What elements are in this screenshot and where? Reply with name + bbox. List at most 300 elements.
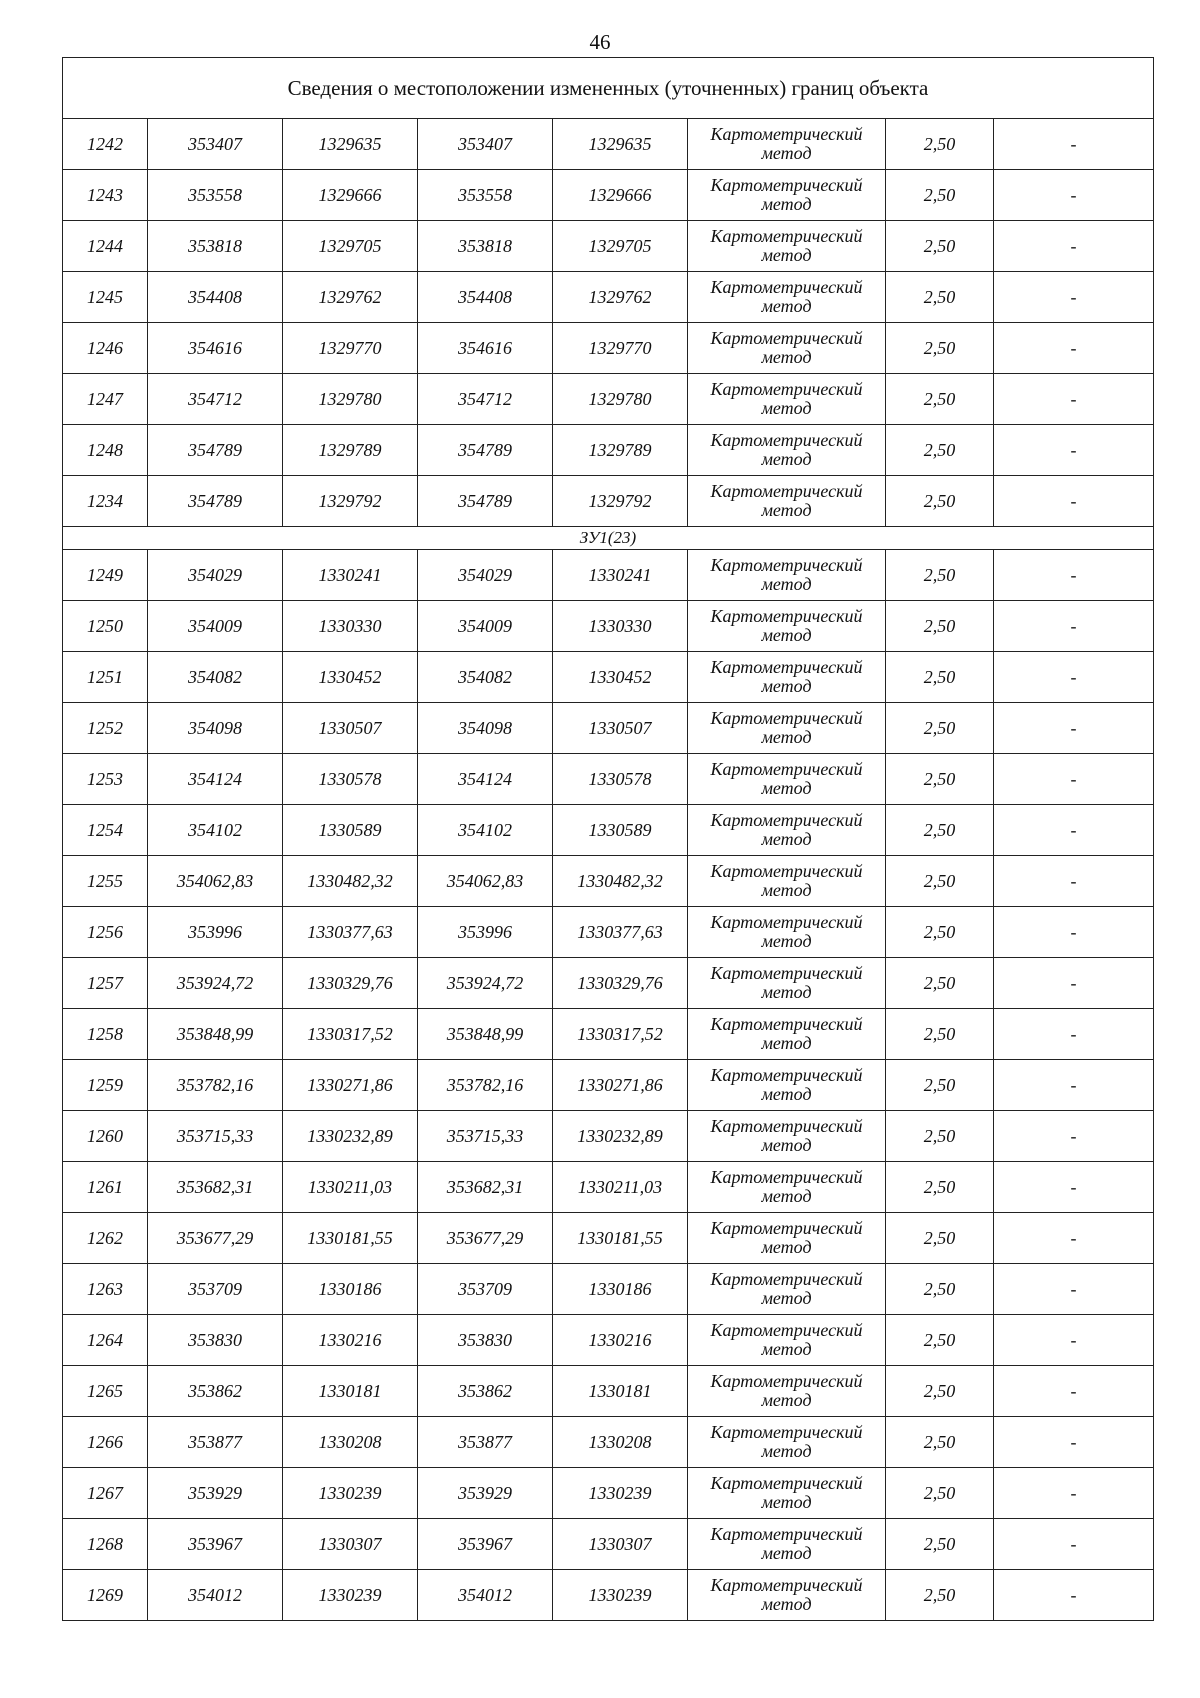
x-new-cell: 353677,29 bbox=[418, 1213, 553, 1264]
x-new-cell: 354616 bbox=[418, 323, 553, 374]
x-new-cell: 353924,72 bbox=[418, 958, 553, 1009]
accuracy-cell: 2,50 bbox=[886, 652, 994, 703]
method-line-2: метод bbox=[761, 829, 812, 849]
table-title-row bbox=[63, 58, 1154, 119]
description-cell: - bbox=[994, 323, 1154, 374]
point-number-cell: 1234 bbox=[63, 476, 148, 527]
x-existing-cell: 354616 bbox=[148, 323, 283, 374]
y-new-cell: 1330589 bbox=[553, 805, 688, 856]
method-line-2: метод bbox=[761, 500, 812, 520]
method-cell bbox=[688, 1111, 886, 1162]
point-number-cell: 1262 bbox=[63, 1213, 148, 1264]
y-new-cell: 1329770 bbox=[553, 323, 688, 374]
method-line-2: метод bbox=[761, 1288, 812, 1308]
x-existing-cell: 353818 bbox=[148, 221, 283, 272]
method-line-2: метод bbox=[761, 727, 812, 747]
method-line-1: Картометрический bbox=[710, 555, 863, 575]
method-line-1: Картометрический bbox=[710, 1167, 863, 1187]
accuracy-cell: 2,50 bbox=[886, 958, 994, 1009]
table-row bbox=[63, 1315, 1154, 1366]
y-new-cell: 1330239 bbox=[553, 1468, 688, 1519]
x-new-cell: 353929 bbox=[418, 1468, 553, 1519]
accuracy-cell: 2,50 bbox=[886, 272, 994, 323]
method-line-2: метод bbox=[761, 398, 812, 418]
point-number-cell: 1248 bbox=[63, 425, 148, 476]
x-new-cell: 353558 bbox=[418, 170, 553, 221]
x-new-cell: 354062,83 bbox=[418, 856, 553, 907]
x-new-cell: 354789 bbox=[418, 425, 553, 476]
y-new-cell: 1330507 bbox=[553, 703, 688, 754]
method-cell bbox=[688, 1060, 886, 1111]
y-new-cell: 1330307 bbox=[553, 1519, 688, 1570]
point-number-cell: 1260 bbox=[63, 1111, 148, 1162]
page-number: 46 bbox=[589, 30, 611, 54]
y-existing-cell: 1329789 bbox=[283, 425, 418, 476]
y-existing-cell: 1330216 bbox=[283, 1315, 418, 1366]
x-new-cell: 354408 bbox=[418, 272, 553, 323]
method-line-2: метод bbox=[761, 296, 812, 316]
point-number-cell: 1265 bbox=[63, 1366, 148, 1417]
x-existing-cell: 353877 bbox=[148, 1417, 283, 1468]
accuracy-cell: 2,50 bbox=[886, 119, 994, 170]
table-row bbox=[63, 119, 1154, 170]
x-existing-cell: 353848,99 bbox=[148, 1009, 283, 1060]
y-new-cell: 1329780 bbox=[553, 374, 688, 425]
x-new-cell: 354102 bbox=[418, 805, 553, 856]
description-cell: - bbox=[994, 1468, 1154, 1519]
method-line-2: метод bbox=[761, 245, 812, 265]
method-cell bbox=[688, 1213, 886, 1264]
x-new-cell: 353862 bbox=[418, 1366, 553, 1417]
y-existing-cell: 1330329,76 bbox=[283, 958, 418, 1009]
method-cell bbox=[688, 1366, 886, 1417]
point-number-cell: 1269 bbox=[63, 1570, 148, 1621]
x-new-cell: 353407 bbox=[418, 119, 553, 170]
x-new-cell: 353782,16 bbox=[418, 1060, 553, 1111]
method-line-1: Картометрический bbox=[710, 1422, 863, 1442]
y-new-cell: 1329762 bbox=[553, 272, 688, 323]
method-line-2: метод bbox=[761, 1135, 812, 1155]
table-row bbox=[63, 1009, 1154, 1060]
point-number-cell: 1244 bbox=[63, 221, 148, 272]
y-existing-cell: 1330271,86 bbox=[283, 1060, 418, 1111]
table-title: Сведения о местоположении измененных (уточненных) границ объекта bbox=[63, 58, 1154, 119]
method-line-1: Картометрический bbox=[710, 1218, 863, 1238]
method-cell bbox=[688, 1570, 886, 1621]
table-row bbox=[63, 1162, 1154, 1213]
method-cell bbox=[688, 119, 886, 170]
x-existing-cell: 353967 bbox=[148, 1519, 283, 1570]
y-existing-cell: 1330578 bbox=[283, 754, 418, 805]
y-new-cell: 1330482,32 bbox=[553, 856, 688, 907]
y-new-cell: 1329705 bbox=[553, 221, 688, 272]
method-line-1: Картометрический bbox=[710, 379, 863, 399]
description-cell: - bbox=[994, 119, 1154, 170]
table-row bbox=[63, 601, 1154, 652]
x-existing-cell: 354029 bbox=[148, 550, 283, 601]
x-existing-cell: 353830 bbox=[148, 1315, 283, 1366]
x-existing-cell: 354012 bbox=[148, 1570, 283, 1621]
y-existing-cell: 1330186 bbox=[283, 1264, 418, 1315]
method-line-2: метод bbox=[761, 1594, 812, 1614]
method-line-2: метод bbox=[761, 1033, 812, 1053]
y-existing-cell: 1329705 bbox=[283, 221, 418, 272]
method-line-1: Картометрический bbox=[710, 328, 863, 348]
y-new-cell: 1330452 bbox=[553, 652, 688, 703]
point-number-cell: 1243 bbox=[63, 170, 148, 221]
point-number-cell: 1252 bbox=[63, 703, 148, 754]
x-existing-cell: 354789 bbox=[148, 476, 283, 527]
description-cell: - bbox=[994, 1162, 1154, 1213]
y-new-cell: 1330216 bbox=[553, 1315, 688, 1366]
method-line-2: метод bbox=[761, 676, 812, 696]
method-line-1: Картометрический bbox=[710, 657, 863, 677]
method-line-2: метод bbox=[761, 931, 812, 951]
x-existing-cell: 353929 bbox=[148, 1468, 283, 1519]
point-number-cell: 1258 bbox=[63, 1009, 148, 1060]
accuracy-cell: 2,50 bbox=[886, 221, 994, 272]
method-line-2: метод bbox=[761, 880, 812, 900]
method-cell bbox=[688, 907, 886, 958]
point-number-cell: 1261 bbox=[63, 1162, 148, 1213]
x-existing-cell: 353709 bbox=[148, 1264, 283, 1315]
description-cell: - bbox=[994, 907, 1154, 958]
x-new-cell: 354789 bbox=[418, 476, 553, 527]
accuracy-cell: 2,50 bbox=[886, 1162, 994, 1213]
y-new-cell: 1330241 bbox=[553, 550, 688, 601]
x-new-cell: 354124 bbox=[418, 754, 553, 805]
point-number-cell: 1254 bbox=[63, 805, 148, 856]
point-number-cell: 1268 bbox=[63, 1519, 148, 1570]
table-row bbox=[63, 1366, 1154, 1417]
description-cell: - bbox=[994, 856, 1154, 907]
accuracy-cell: 2,50 bbox=[886, 425, 994, 476]
y-existing-cell: 1330452 bbox=[283, 652, 418, 703]
table-row bbox=[63, 221, 1154, 272]
method-line-1: Картометрический bbox=[710, 1269, 863, 1289]
accuracy-cell: 2,50 bbox=[886, 476, 994, 527]
method-cell bbox=[688, 374, 886, 425]
table-row bbox=[63, 425, 1154, 476]
description-cell: - bbox=[994, 476, 1154, 527]
x-existing-cell: 353682,31 bbox=[148, 1162, 283, 1213]
x-new-cell: 354082 bbox=[418, 652, 553, 703]
boundary-coordinates-table bbox=[62, 57, 1154, 1621]
y-new-cell: 1330329,76 bbox=[553, 958, 688, 1009]
table-row bbox=[63, 1213, 1154, 1264]
method-line-2: метод bbox=[761, 1492, 812, 1512]
point-number-cell: 1247 bbox=[63, 374, 148, 425]
table-row bbox=[63, 170, 1154, 221]
method-cell bbox=[688, 1417, 886, 1468]
y-new-cell: 1329635 bbox=[553, 119, 688, 170]
method-line-1: Картометрический bbox=[710, 1524, 863, 1544]
description-cell: - bbox=[994, 425, 1154, 476]
y-new-cell: 1330186 bbox=[553, 1264, 688, 1315]
y-existing-cell: 1329780 bbox=[283, 374, 418, 425]
method-cell bbox=[688, 476, 886, 527]
method-line-2: метод bbox=[761, 1186, 812, 1206]
y-new-cell: 1329792 bbox=[553, 476, 688, 527]
description-cell: - bbox=[994, 1366, 1154, 1417]
description-cell: - bbox=[994, 703, 1154, 754]
method-line-1: Картометрический bbox=[710, 606, 863, 626]
x-new-cell: 353709 bbox=[418, 1264, 553, 1315]
method-line-1: Картометрический bbox=[710, 226, 863, 246]
method-line-1: Картометрический bbox=[710, 708, 863, 728]
x-existing-cell: 354082 bbox=[148, 652, 283, 703]
table-row bbox=[63, 652, 1154, 703]
y-new-cell: 1330181 bbox=[553, 1366, 688, 1417]
x-new-cell: 354009 bbox=[418, 601, 553, 652]
accuracy-cell: 2,50 bbox=[886, 703, 994, 754]
accuracy-cell: 2,50 bbox=[886, 323, 994, 374]
y-existing-cell: 1330307 bbox=[283, 1519, 418, 1570]
method-cell bbox=[688, 221, 886, 272]
description-cell: - bbox=[994, 652, 1154, 703]
method-line-2: метод bbox=[761, 982, 812, 1002]
y-existing-cell: 1329792 bbox=[283, 476, 418, 527]
accuracy-cell: 2,50 bbox=[886, 1111, 994, 1162]
method-cell bbox=[688, 323, 886, 374]
method-line-1: Картометрический bbox=[710, 1575, 863, 1595]
method-line-1: Картометрический bbox=[710, 481, 863, 501]
method-line-1: Картометрический bbox=[710, 1065, 863, 1085]
method-line-1: Картометрический bbox=[710, 124, 863, 144]
y-existing-cell: 1330317,52 bbox=[283, 1009, 418, 1060]
method-line-2: метод bbox=[761, 1441, 812, 1461]
x-existing-cell: 353924,72 bbox=[148, 958, 283, 1009]
point-number-cell: 1249 bbox=[63, 550, 148, 601]
description-cell: - bbox=[994, 805, 1154, 856]
x-existing-cell: 354712 bbox=[148, 374, 283, 425]
point-number-cell: 1259 bbox=[63, 1060, 148, 1111]
method-cell bbox=[688, 652, 886, 703]
accuracy-cell: 2,50 bbox=[886, 754, 994, 805]
table-row bbox=[63, 703, 1154, 754]
method-line-1: Картометрический bbox=[710, 1320, 863, 1340]
y-new-cell: 1330578 bbox=[553, 754, 688, 805]
y-existing-cell: 1330239 bbox=[283, 1570, 418, 1621]
method-line-1: Картометрический bbox=[710, 277, 863, 297]
point-number-cell: 1253 bbox=[63, 754, 148, 805]
table-row bbox=[63, 1417, 1154, 1468]
x-existing-cell: 354098 bbox=[148, 703, 283, 754]
x-new-cell: 353715,33 bbox=[418, 1111, 553, 1162]
method-line-1: Картометрический bbox=[710, 963, 863, 983]
y-existing-cell: 1330241 bbox=[283, 550, 418, 601]
section-header-row bbox=[63, 527, 1154, 550]
method-line-2: метод bbox=[761, 449, 812, 469]
y-existing-cell: 1330589 bbox=[283, 805, 418, 856]
method-line-2: метод bbox=[761, 347, 812, 367]
y-existing-cell: 1329666 bbox=[283, 170, 418, 221]
x-new-cell: 353848,99 bbox=[418, 1009, 553, 1060]
method-line-2: метод bbox=[761, 1237, 812, 1257]
x-new-cell: 353818 bbox=[418, 221, 553, 272]
method-cell bbox=[688, 856, 886, 907]
y-existing-cell: 1330181,55 bbox=[283, 1213, 418, 1264]
method-cell bbox=[688, 1468, 886, 1519]
table-row bbox=[63, 1264, 1154, 1315]
table-row bbox=[63, 1570, 1154, 1621]
x-new-cell: 353682,31 bbox=[418, 1162, 553, 1213]
table-row bbox=[63, 323, 1154, 374]
method-line-2: метод bbox=[761, 194, 812, 214]
description-cell: - bbox=[994, 374, 1154, 425]
point-number-cell: 1255 bbox=[63, 856, 148, 907]
method-line-2: метод bbox=[761, 1390, 812, 1410]
method-cell bbox=[688, 170, 886, 221]
x-existing-cell: 353996 bbox=[148, 907, 283, 958]
accuracy-cell: 2,50 bbox=[886, 1417, 994, 1468]
table-row bbox=[63, 958, 1154, 1009]
point-number-cell: 1251 bbox=[63, 652, 148, 703]
accuracy-cell: 2,50 bbox=[886, 1264, 994, 1315]
method-cell bbox=[688, 958, 886, 1009]
y-new-cell: 1330377,63 bbox=[553, 907, 688, 958]
x-existing-cell: 354124 bbox=[148, 754, 283, 805]
y-new-cell: 1329666 bbox=[553, 170, 688, 221]
x-new-cell: 353996 bbox=[418, 907, 553, 958]
table-row bbox=[63, 805, 1154, 856]
description-cell: - bbox=[994, 754, 1154, 805]
description-cell: - bbox=[994, 1111, 1154, 1162]
y-new-cell: 1330211,03 bbox=[553, 1162, 688, 1213]
point-number-cell: 1242 bbox=[63, 119, 148, 170]
method-cell bbox=[688, 425, 886, 476]
y-new-cell: 1329789 bbox=[553, 425, 688, 476]
description-cell: - bbox=[994, 272, 1154, 323]
x-existing-cell: 353407 bbox=[148, 119, 283, 170]
x-existing-cell: 353558 bbox=[148, 170, 283, 221]
y-existing-cell: 1330232,89 bbox=[283, 1111, 418, 1162]
x-new-cell: 353830 bbox=[418, 1315, 553, 1366]
y-existing-cell: 1329635 bbox=[283, 119, 418, 170]
method-line-2: метод bbox=[761, 778, 812, 798]
method-line-2: метод bbox=[761, 1543, 812, 1563]
point-number-cell: 1257 bbox=[63, 958, 148, 1009]
table-row bbox=[63, 476, 1154, 527]
table-row bbox=[63, 272, 1154, 323]
description-cell: - bbox=[994, 1009, 1154, 1060]
method-cell bbox=[688, 272, 886, 323]
method-cell bbox=[688, 1009, 886, 1060]
point-number-cell: 1246 bbox=[63, 323, 148, 374]
accuracy-cell: 2,50 bbox=[886, 1213, 994, 1264]
x-existing-cell: 354102 bbox=[148, 805, 283, 856]
y-existing-cell: 1330208 bbox=[283, 1417, 418, 1468]
method-cell bbox=[688, 1264, 886, 1315]
method-line-1: Картометрический bbox=[710, 1116, 863, 1136]
accuracy-cell: 2,50 bbox=[886, 1468, 994, 1519]
point-number-cell: 1266 bbox=[63, 1417, 148, 1468]
y-existing-cell: 1330330 bbox=[283, 601, 418, 652]
accuracy-cell: 2,50 bbox=[886, 374, 994, 425]
x-new-cell: 353967 bbox=[418, 1519, 553, 1570]
point-number-cell: 1264 bbox=[63, 1315, 148, 1366]
y-new-cell: 1330239 bbox=[553, 1570, 688, 1621]
x-new-cell: 353877 bbox=[418, 1417, 553, 1468]
point-number-cell: 1267 bbox=[63, 1468, 148, 1519]
method-line-2: метод bbox=[761, 1339, 812, 1359]
x-existing-cell: 354009 bbox=[148, 601, 283, 652]
y-existing-cell: 1329762 bbox=[283, 272, 418, 323]
accuracy-cell: 2,50 bbox=[886, 601, 994, 652]
method-line-1: Картометрический bbox=[710, 810, 863, 830]
method-line-1: Картометрический bbox=[710, 1473, 863, 1493]
method-cell bbox=[688, 601, 886, 652]
method-line-1: Картометрический bbox=[710, 1014, 863, 1034]
x-existing-cell: 353782,16 bbox=[148, 1060, 283, 1111]
method-cell bbox=[688, 754, 886, 805]
accuracy-cell: 2,50 bbox=[886, 1366, 994, 1417]
x-existing-cell: 353677,29 bbox=[148, 1213, 283, 1264]
table-row bbox=[63, 374, 1154, 425]
point-number-cell: 1263 bbox=[63, 1264, 148, 1315]
accuracy-cell: 2,50 bbox=[886, 856, 994, 907]
accuracy-cell: 2,50 bbox=[886, 1315, 994, 1366]
description-cell: - bbox=[994, 1519, 1154, 1570]
x-existing-cell: 354408 bbox=[148, 272, 283, 323]
method-cell bbox=[688, 1315, 886, 1366]
y-existing-cell: 1330239 bbox=[283, 1468, 418, 1519]
table-row bbox=[63, 550, 1154, 601]
x-new-cell: 354098 bbox=[418, 703, 553, 754]
description-cell: - bbox=[994, 1060, 1154, 1111]
method-cell bbox=[688, 805, 886, 856]
description-cell: - bbox=[994, 170, 1154, 221]
x-existing-cell: 354062,83 bbox=[148, 856, 283, 907]
accuracy-cell: 2,50 bbox=[886, 1009, 994, 1060]
y-new-cell: 1330232,89 bbox=[553, 1111, 688, 1162]
point-number-cell: 1256 bbox=[63, 907, 148, 958]
y-existing-cell: 1329770 bbox=[283, 323, 418, 374]
y-new-cell: 1330271,86 bbox=[553, 1060, 688, 1111]
description-cell: - bbox=[994, 1315, 1154, 1366]
accuracy-cell: 2,50 bbox=[886, 170, 994, 221]
section-label: ЗУ1(23) bbox=[63, 527, 1154, 550]
table-row bbox=[63, 856, 1154, 907]
method-line-2: метод bbox=[761, 574, 812, 594]
x-existing-cell: 354789 bbox=[148, 425, 283, 476]
accuracy-cell: 2,50 bbox=[886, 907, 994, 958]
description-cell: - bbox=[994, 601, 1154, 652]
y-existing-cell: 1330507 bbox=[283, 703, 418, 754]
y-new-cell: 1330181,55 bbox=[553, 1213, 688, 1264]
y-existing-cell: 1330377,63 bbox=[283, 907, 418, 958]
method-line-1: Картометрический bbox=[710, 175, 863, 195]
table-row bbox=[63, 754, 1154, 805]
y-new-cell: 1330208 bbox=[553, 1417, 688, 1468]
method-line-2: метод bbox=[761, 625, 812, 645]
accuracy-cell: 2,50 bbox=[886, 550, 994, 601]
method-line-1: Картометрический bbox=[710, 430, 863, 450]
table-row bbox=[63, 1060, 1154, 1111]
y-existing-cell: 1330482,32 bbox=[283, 856, 418, 907]
x-existing-cell: 353715,33 bbox=[148, 1111, 283, 1162]
method-line-2: метод bbox=[761, 143, 812, 163]
point-number-cell: 1250 bbox=[63, 601, 148, 652]
table-row bbox=[63, 907, 1154, 958]
y-new-cell: 1330330 bbox=[553, 601, 688, 652]
method-cell bbox=[688, 703, 886, 754]
table-row bbox=[63, 1519, 1154, 1570]
method-line-1: Картометрический bbox=[710, 1371, 863, 1391]
description-cell: - bbox=[994, 1570, 1154, 1621]
x-existing-cell: 353862 bbox=[148, 1366, 283, 1417]
description-cell: - bbox=[994, 550, 1154, 601]
